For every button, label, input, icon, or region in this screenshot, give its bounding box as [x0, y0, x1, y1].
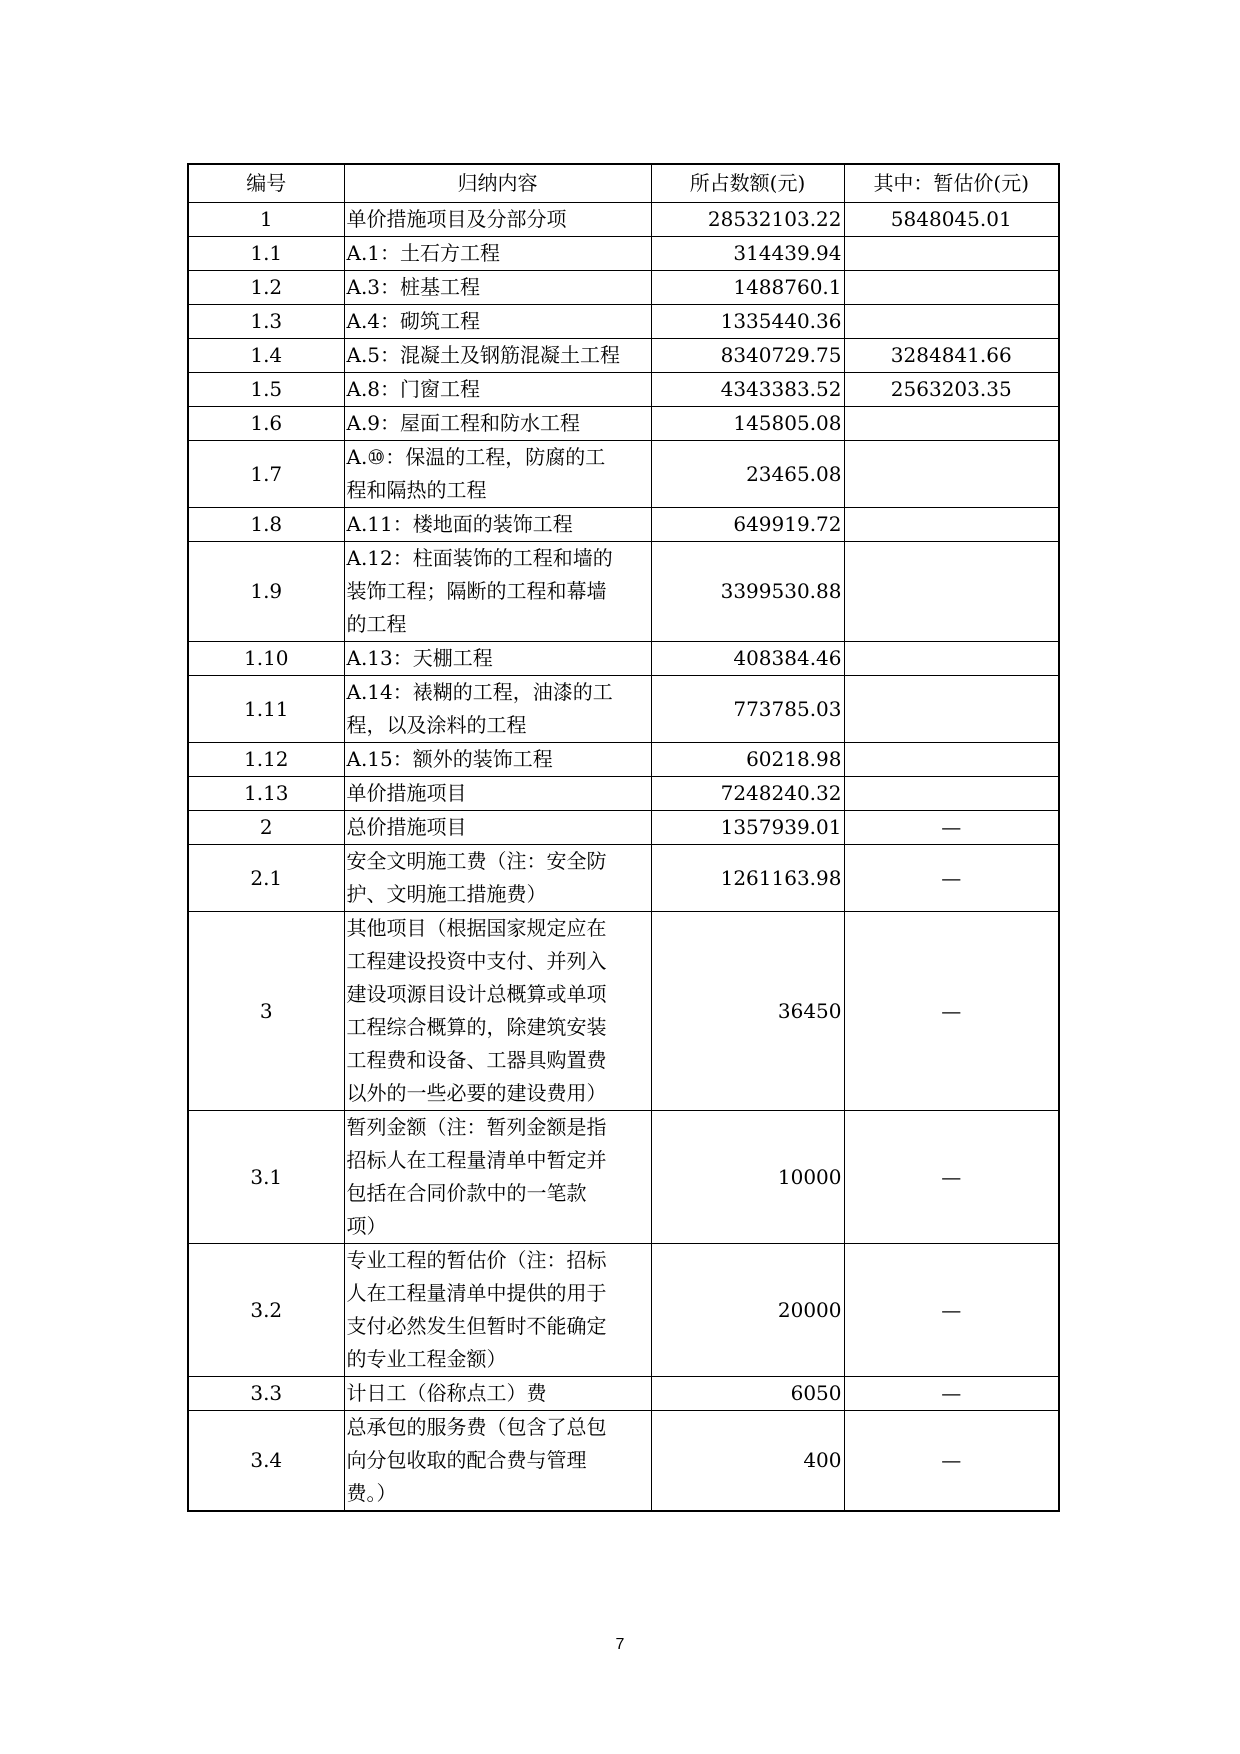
row-number-cell: 1.8: [188, 508, 344, 542]
header-provisional-estimate: 其中：暂估价(元): [844, 164, 1059, 203]
row-number-cell: 3.1: [188, 1111, 344, 1244]
table-row: [188, 441, 1059, 508]
table-row: [188, 508, 1059, 542]
row-number-cell: 1.9: [188, 542, 344, 642]
row-number-cell: 1.12: [188, 743, 344, 777]
row-estimate-cell: [844, 508, 1059, 542]
row-estimate-cell: —: [844, 1244, 1059, 1377]
table-row: [188, 1244, 1059, 1377]
row-estimate-cell: —: [844, 811, 1059, 845]
row-amount-cell: 36450: [651, 912, 844, 1111]
row-number-cell: 1.7: [188, 441, 344, 508]
row-amount-cell: 1357939.01: [651, 811, 844, 845]
table-row: [188, 642, 1059, 676]
row-number-cell: 1.10: [188, 642, 344, 676]
table-row: [188, 1377, 1059, 1411]
row-content-cell: A.4：砌筑工程: [344, 305, 651, 339]
row-content-cell: A.9：屋面工程和防水工程: [344, 407, 651, 441]
page-number: 7: [615, 1636, 625, 1653]
row-number-cell: 1.3: [188, 305, 344, 339]
table-row: [188, 811, 1059, 845]
row-number-cell: 1: [188, 203, 344, 237]
row-content-cell: A.5：混凝土及钢筋混凝土工程: [344, 339, 651, 373]
row-estimate-cell: [844, 676, 1059, 743]
table-row: [188, 845, 1059, 912]
row-number-cell: 1.5: [188, 373, 344, 407]
row-estimate-cell: [844, 777, 1059, 811]
row-number-cell: 3.4: [188, 1411, 344, 1512]
row-estimate-cell: 5848045.01: [844, 203, 1059, 237]
row-number-cell: 1.11: [188, 676, 344, 743]
row-estimate-cell: —: [844, 1411, 1059, 1512]
row-estimate-cell: [844, 271, 1059, 305]
table-row: [188, 339, 1059, 373]
row-content-cell: A.⑩：保温的工程，防腐的工 程和隔热的工程: [344, 441, 651, 508]
row-amount-cell: 4343383.52: [651, 373, 844, 407]
table-row: [188, 373, 1059, 407]
row-estimate-cell: [844, 542, 1059, 642]
row-amount-cell: 400: [651, 1411, 844, 1512]
row-content-cell: 暂列金额（注：暂列金额是指 招标人在工程量清单中暂定并 包括在合同价款中的一笔款 项）: [344, 1111, 651, 1244]
row-amount-cell: 408384.46: [651, 642, 844, 676]
row-estimate-cell: —: [844, 1111, 1059, 1244]
row-content-cell: 单价措施项目: [344, 777, 651, 811]
row-amount-cell: 20000: [651, 1244, 844, 1377]
table-row: [188, 912, 1059, 1111]
table-row: [188, 777, 1059, 811]
row-content-cell: A.13：天棚工程: [344, 642, 651, 676]
row-amount-cell: 1335440.36: [651, 305, 844, 339]
row-number-cell: 3: [188, 912, 344, 1111]
table-row: [188, 542, 1059, 642]
row-estimate-cell: —: [844, 1377, 1059, 1411]
row-content-cell: 总承包的服务费（包含了总包 向分包收取的配合费与管理 费。）: [344, 1411, 651, 1512]
table-header-row: [188, 164, 1059, 203]
row-estimate-cell: 3284841.66: [844, 339, 1059, 373]
row-amount-cell: 773785.03: [651, 676, 844, 743]
table-row: [188, 1111, 1059, 1244]
row-estimate-cell: 2563203.35: [844, 373, 1059, 407]
row-number-cell: 2: [188, 811, 344, 845]
row-amount-cell: 145805.08: [651, 407, 844, 441]
row-content-cell: 专业工程的暂估价（注：招标 人在工程量清单中提供的用于 支付必然发生但暂时不能确定 的专业工程金额）: [344, 1244, 651, 1377]
table-row: [188, 237, 1059, 271]
row-content-cell: 总价措施项目: [344, 811, 651, 845]
row-content-cell: A.1：土石方工程: [344, 237, 651, 271]
row-amount-cell: 28532103.22: [651, 203, 844, 237]
row-number-cell: 2.1: [188, 845, 344, 912]
row-content-cell: A.15：额外的装饰工程: [344, 743, 651, 777]
row-amount-cell: 10000: [651, 1111, 844, 1244]
table-row: [188, 1411, 1059, 1512]
row-estimate-cell: [844, 441, 1059, 508]
row-amount-cell: 3399530.88: [651, 542, 844, 642]
table-body: [188, 203, 1059, 1512]
row-estimate-cell: [844, 407, 1059, 441]
row-number-cell: 3.3: [188, 1377, 344, 1411]
header-content: 归纳内容: [344, 164, 651, 203]
row-content-cell: A.14：裱糊的工程，油漆的工 程，以及涂料的工程: [344, 676, 651, 743]
row-amount-cell: 7248240.32: [651, 777, 844, 811]
row-content-cell: A.11：楼地面的装饰工程: [344, 508, 651, 542]
row-content-cell: 计日工（俗称点工）费: [344, 1377, 651, 1411]
row-amount-cell: 649919.72: [651, 508, 844, 542]
row-number-cell: 3.2: [188, 1244, 344, 1377]
row-estimate-cell: —: [844, 845, 1059, 912]
row-content-cell: 单价措施项目及分部分项: [344, 203, 651, 237]
row-amount-cell: 8340729.75: [651, 339, 844, 373]
table-row: [188, 676, 1059, 743]
row-amount-cell: 1261163.98: [651, 845, 844, 912]
row-estimate-cell: [844, 743, 1059, 777]
row-content-cell: 安全文明施工费（注：安全防 护、文明施工措施费）: [344, 845, 651, 912]
row-content-cell: A.12：柱面装饰的工程和墙的 装饰工程；隔断的工程和幕墙 的工程: [344, 542, 651, 642]
row-amount-cell: 314439.94: [651, 237, 844, 271]
row-number-cell: 1.1: [188, 237, 344, 271]
row-estimate-cell: [844, 237, 1059, 271]
table-row: [188, 271, 1059, 305]
row-amount-cell: 23465.08: [651, 441, 844, 508]
table-row: [188, 743, 1059, 777]
header-number: 编号: [188, 164, 344, 203]
row-amount-cell: 6050: [651, 1377, 844, 1411]
cost-summary-table: [187, 163, 1060, 1512]
row-number-cell: 1.4: [188, 339, 344, 373]
row-amount-cell: 1488760.1: [651, 271, 844, 305]
row-content-cell: A.8：门窗工程: [344, 373, 651, 407]
row-number-cell: 1.6: [188, 407, 344, 441]
row-content-cell: A.3：桩基工程: [344, 271, 651, 305]
row-amount-cell: 60218.98: [651, 743, 844, 777]
header-amount: 所占数额(元): [651, 164, 844, 203]
row-estimate-cell: —: [844, 912, 1059, 1111]
row-number-cell: 1.13: [188, 777, 344, 811]
row-content-cell: 其他项目（根据国家规定应在 工程建设投资中支付、并列入 建设项源目设计总概算或单项 工程综合概算的，除建筑安装 工程费和设备、工器具购置费 以外的一些必要的建设费用）: [344, 912, 651, 1111]
row-number-cell: 1.2: [188, 271, 344, 305]
table-row: [188, 407, 1059, 441]
row-estimate-cell: [844, 305, 1059, 339]
table-row: [188, 203, 1059, 237]
row-estimate-cell: [844, 642, 1059, 676]
table-row: [188, 305, 1059, 339]
